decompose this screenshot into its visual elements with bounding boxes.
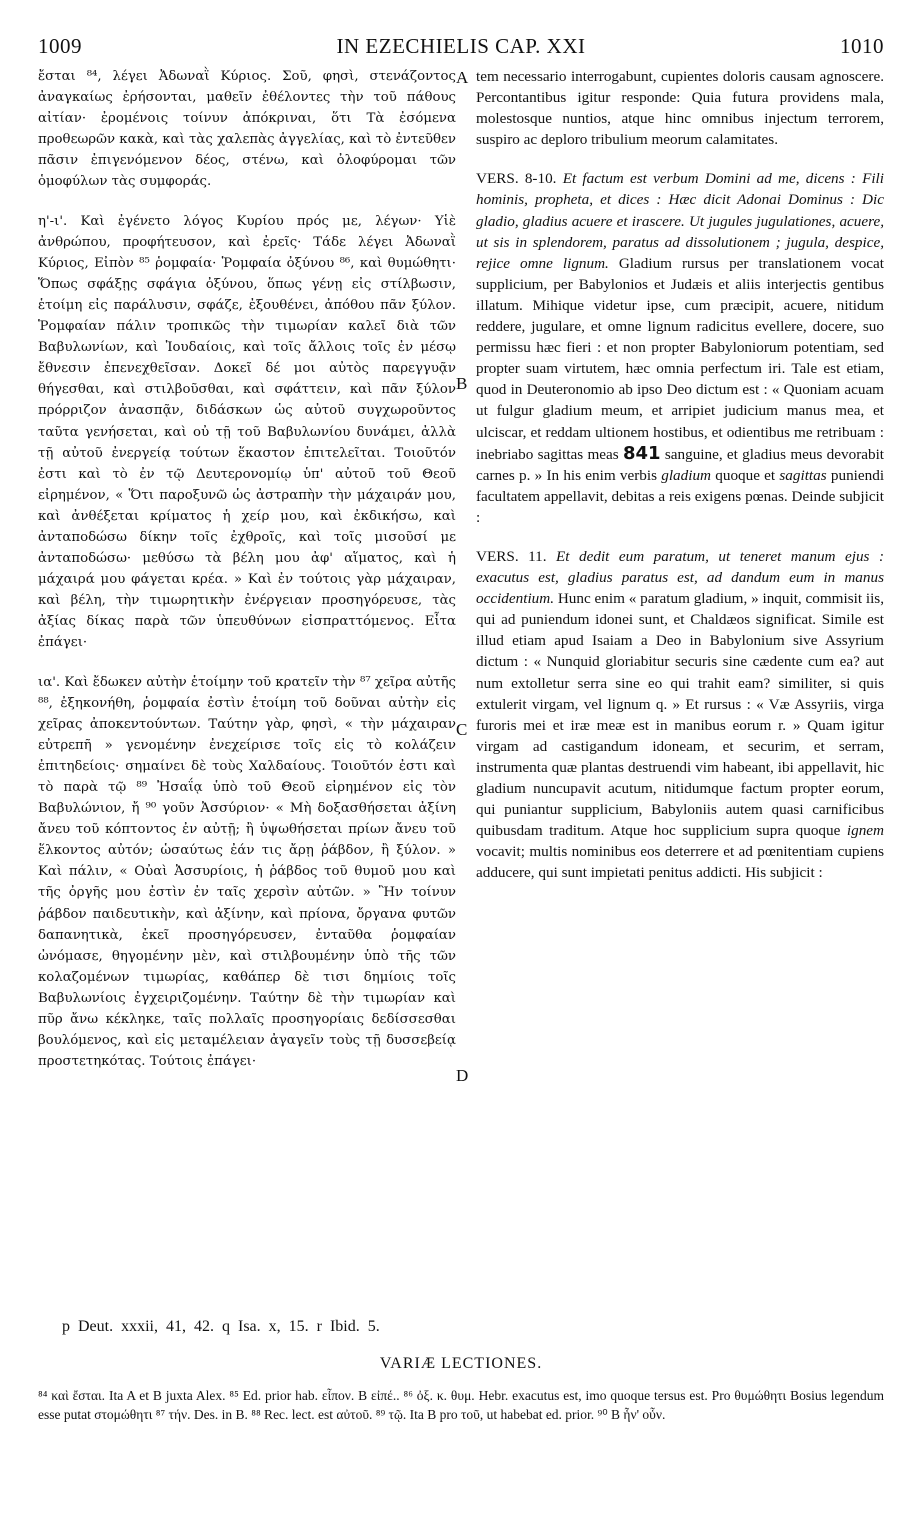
latin-paragraph-3 bbox=[476, 546, 884, 884]
column-number: 841 bbox=[622, 442, 661, 464]
variae-lectiones-text: ⁸⁴ καὶ ἔσται. Ita A et B juxta Alex. ⁸⁵ Ed. prior hab. εἶπον. B εἰπέ.. ⁸⁶ ὀξ. κ. θυμ. Hebr. exacutus est, imo quoque tersus est. Pro θυμώθητι Bosius legendum esse putat στομώθητι ⁸⁷ τήν. Des. in B. ⁸⁸ Rec. lect. est αὐτοῦ. ⁸⁹ τῷ. Ita B pro τοῦ, ut habebat ed. prior. ⁹⁰ B ἦν' οὖν. bbox=[38, 1388, 884, 1422]
commentary-text: vocavit; multis nominibus eos deterrere et ad pœnitentiam cupiens adducere, qui sunt impietati penitus addicti. His subjicit : bbox=[476, 843, 884, 882]
commentary-text: Hunc enim « paratum gladium, » inquit, commisit iis, qui ad puniendum idonei sunt, et Chaldæos significat. Simile est illud etiam apud Isaiam a Deo in Babylonium sive Assyrium dictum : « Nunquid gloriabitur securis sine cædente cum ea? aut num extolletur serra sine eo qui trahit eam? similiter, si quis extulerit virgam, vel lignum q. » Et rursus : « Væ Assyriis, virga furoris mei et iræ meæ est in manibus eorum r. » Quam igitur virgam ad castigandum idoneam, et securim, et serram, instrumenta quæ plantas destruendi vim habeant, ibi appellavit, hic gladium nuncupavit acutum, nitidumque factum propter eorum, qui puniantur supplicium, Babyloniis autem quasi carnificibus quibusdam traditum. Atque hoc supplicium supra quoque bbox=[476, 590, 884, 840]
latin-column bbox=[476, 66, 884, 883]
commentary-text: Gladium rursus per translationem vocat supplicium, per Babylonios et Judæis et aliis interjectis gentibus illatum. Mihique videtur ipse, cum præcipit, acuere, nitidum reddere, jugulare, et omne lignum radicitus evellere, docere, suo permissu hæc fieri : et non propter Babyloniorum potentiam, sed propter suam virtutem, hæc omnia perfectum iri. Tale est etiam, quod in Deuteronomio ab ipso Deo dictum est : « Quoniam acuam ut fulgur gladium meum, et arripiet judicium manus mea, et ulciscar, et reddam ultionem hostibus, et odientibus me retribuam : inebriabo sagittas meas bbox=[476, 254, 884, 463]
verse-text: Et factum est verbum Domini ad me, dicens : Fili hominis, propheta, et dices : Hæc dicit Adonai Dominus : Dic gladio, gladius acuere et irascere. Ut jugules jugulationes, acuere, ut sis in splendorem, paratus ad dissolutionem ; jugula, despice, rejice omne lignum. bbox=[476, 170, 884, 272]
commentary-text: quoque et bbox=[715, 466, 776, 484]
commentary-text: sanguine, et gladius meus devorabit carnes p. » In his enim verbis bbox=[476, 445, 885, 484]
commentary-text: puniendi facultatem appellavit, debitas a reis exigens pœnas. Deinde subjicit : bbox=[476, 466, 885, 526]
italic-term: sagittas bbox=[779, 466, 827, 484]
latin-paragraph-2 bbox=[476, 168, 884, 528]
page-header bbox=[38, 34, 884, 62]
verse-label: VERS. 11. bbox=[476, 547, 547, 565]
italic-term: ignem bbox=[846, 822, 885, 840]
margin-letter-c: C bbox=[456, 720, 468, 739]
greek-column bbox=[38, 66, 456, 1072]
latin-paragraph-1: tem necessario interrogabunt, cupientes doloris causam agnoscere. Percontantibus igitur responde: Quia futura providens mala, molestosque nuntios, atque hinc omnibus injectum terrorem, suspiro ac deploro tribulium meorum calamitates. bbox=[476, 68, 884, 149]
running-title: IN EZECHIELIS CAP. XXI bbox=[336, 34, 586, 58]
italic-term: gladium bbox=[661, 466, 712, 484]
greek-paragraph-3: ια'. Καὶ ἔδωκεν αὐτὴν ἑτοίμην τοῦ κρατεῖν τὴν ⁸⁷ χεῖρα αὐτῆς ⁸⁸, ἐξηκονήθη, ῥομφαία ἐστὶν ἑτοίμη τοῦ δοῦναι αὐτὴν εἰς χεῖρας ἀποκεντούντων. Ταύτην γὰρ, φησὶ, « τὴν μάχαιραν εὐτρεπῆ » γενομένην ἐνεχείρισε τοῖς εἰς τὸ κολάζειν ἐπιτηδείοις· σημαίνει δὲ τοὺς Χαλδαίους. Τοιοῦτόν ἐστι καὶ τὸ παρὰ τῷ ⁸⁹ Ἠσαΐᾳ ὑπὸ τοῦ Θεοῦ εἰρημένον εἰς τὸν Βαβυλώνιον, ἤ ⁹⁰ γοῦν Ἀσσύριον· « Μὴ δοξασθήσεται ἀξίνη ἄνευ τοῦ κόπτοντος ἐν αὐτῇ; ἢ ὑψωθήσεται πρίων ἄνευ τοῦ ἕλκοντος αὐτόν; ὡσαύτως ἐάν τις ἄρῃ ῥάβδον, ἢ ξύλον. » Καὶ πάλιν, « Οὐαὶ Ἀσσυρίοις, ἡ ῥάβδος τοῦ θυμοῦ μου καὶ τῆς ὀργῆς μου ἐστὶν ἐν ταῖς χερσὶν αὐτῶν. » Ἣν τοίνυν ῥάβδον παιδευτικὴν, καὶ ἀξίνην, καὶ πρίονα, ὄργανα φυτῶν δαπανητικὰ, ἐκεῖ προσηγόρευσεν, ἐνταῦθα ῥομφαίαν ὠνόμασε, θηγομένην μὲν, καὶ στιλβουμένην ὑπὸ τῆς τῶν κολαζομένων τιμωρίας, καθάπερ δὲ τισι δημίοις τοῖς Βαβυλωνίοις ἐγχειριζομένην. Ταύτην δὲ τὴν τιμωρίαν καὶ πῦρ ἄνω κέκληκε, ταῖς πολλαῖς προσηγορίαις δεδίσσεσθαι βουλόμενος, καὶ εἰς μεταμέλειαν ἀγαγεῖν τοὺς τῇ δυσσεβείᾳ προστετηκότας. Τούτοις ἐπάγει· bbox=[38, 674, 456, 1070]
margin-letter-b: B bbox=[456, 374, 468, 393]
greek-paragraph-2: η'-ι'. Καὶ ἐγένετο λόγος Κυρίου πρός με, λέγων· Υἱὲ ἀνθρώπου, προφήτευσον, καὶ ἐρεῖς· Τάδε λέγει Ἀδωναῒ Κύριος, Εἰπὸν ⁸⁵ ῥομφαία· Ῥομφαία ὀξύνου ⁸⁶, καὶ θυμώθητι· Ὅπως σφάξῃς σφάγια ὀξύνου, ὅπως γένῃ εἰς στίλβωσιν, ἑτοίμη εἰς παράλυσιν, σφάζε, ἐξουθένει, ἀπόθου πᾶν ξύλον. Ῥομφαίαν πάλιν τροπικῶς τὴν τιμωρίαν καλεῖ διὰ τῶν Βαβυλωνίων, καὶ Ἰουδαίοις, καὶ τοῖς ἄλλοις τοῖς ἐν μέσῳ ἔθνεσιν ἐπενεχθεῖσαν. Δοκεῖ δέ μοι αὐτὸς παρεγγυᾷν θήγεσθαι, καὶ στιλβοῦσθαι, καὶ σφάττειν, καὶ πᾶν ξύλον πρόρριζον ἀνασπᾷν, διδάσκων ὡς αὐτοῦ συγχωροῦντος ταῦτα γενήσεται, καὶ οὐ τῇ τοῦ Βαβυλωνίου δυνάμει, ἀλλὰ τῇ αὐτοῦ ἐνεργείᾳ τούτων ἕκαστον ἐπιτελεῖται. Τοιοῦτόν ἐστι καὶ τὸ ἐν τῷ Δευτερονομίῳ ὑπ' αὐτοῦ τοῦ Θεοῦ εἰρημένον, « Ὅτι παροξυνῶ ὡς ἀστραπὴν τὴν μάχαιράν μου, καὶ ἀνθέξεται κρίματος ἡ χείρ μου, καὶ ἐκδικήσω, καὶ ἀνταποδώσω δίκην τοῖς ἐχθροῖς, καὶ τοῖς μισοῦσί με ἀνταποδώσω· μεθύσω τὰ βέλη μου ἀφ' αἵματος, καὶ ἡ μάχαιρά μου φάγεται κρέα. » Καὶ ἐν τούτοις γὰρ μάχαιραν, καὶ βέλη, τὴν τιμωρητικὴν ἐνέργειαν προσηγόρευσε, τὰς ἀξίας δίκας παρὰ τῶν ὑπευθύνων εἰσπραττόμενος. Εἶτα ἐπάγει· bbox=[38, 213, 456, 651]
variae-lectiones-title: VARIÆ LECTIONES. bbox=[379, 1355, 543, 1372]
margin-letter-a: A bbox=[456, 68, 469, 87]
greek-paragraph-1: ἔσται ⁸⁴, λέγει Ἀδωναῒ Κύριος. Σοῦ, φησὶ, στενάζοντος ἀναγκαίως ἐρήσονται, μαθεῖν ἐθέλοντες τὴν τοῦ πάθους αἰτίαν· ἐρομένοις τοίνυν ἀπόκριναι, ὅτι Τὰ ἐσόμενα προθεωρῶν κακὰ, καὶ τὰς χαλεπὰς ἀγγελίας, καὶ τὸ ἐντεῦθεν πᾶσιν ἐπιγενόμενον δέος, στένω, καὶ ὀλοφύρομαι τῶν ὁμοφύλων τὰς συμφοράς. bbox=[38, 69, 456, 190]
verse-text: Et dedit eum paratum, ut teneret manum ejus : exacutus est, gladius paratus est, ad dandum eum in manus occidentium. bbox=[476, 547, 885, 608]
page-number-right: 1010 bbox=[840, 34, 884, 58]
footnotes: p Deut. xxxii, 41, 42. q Isa. x, 15. r Ibid. 5. bbox=[62, 1318, 380, 1335]
margin-letter-d: D bbox=[456, 1066, 469, 1085]
verse-label: VERS. 8-10. bbox=[476, 170, 557, 188]
page-number-left: 1009 bbox=[38, 34, 82, 58]
variae-lectiones bbox=[38, 1386, 884, 1424]
